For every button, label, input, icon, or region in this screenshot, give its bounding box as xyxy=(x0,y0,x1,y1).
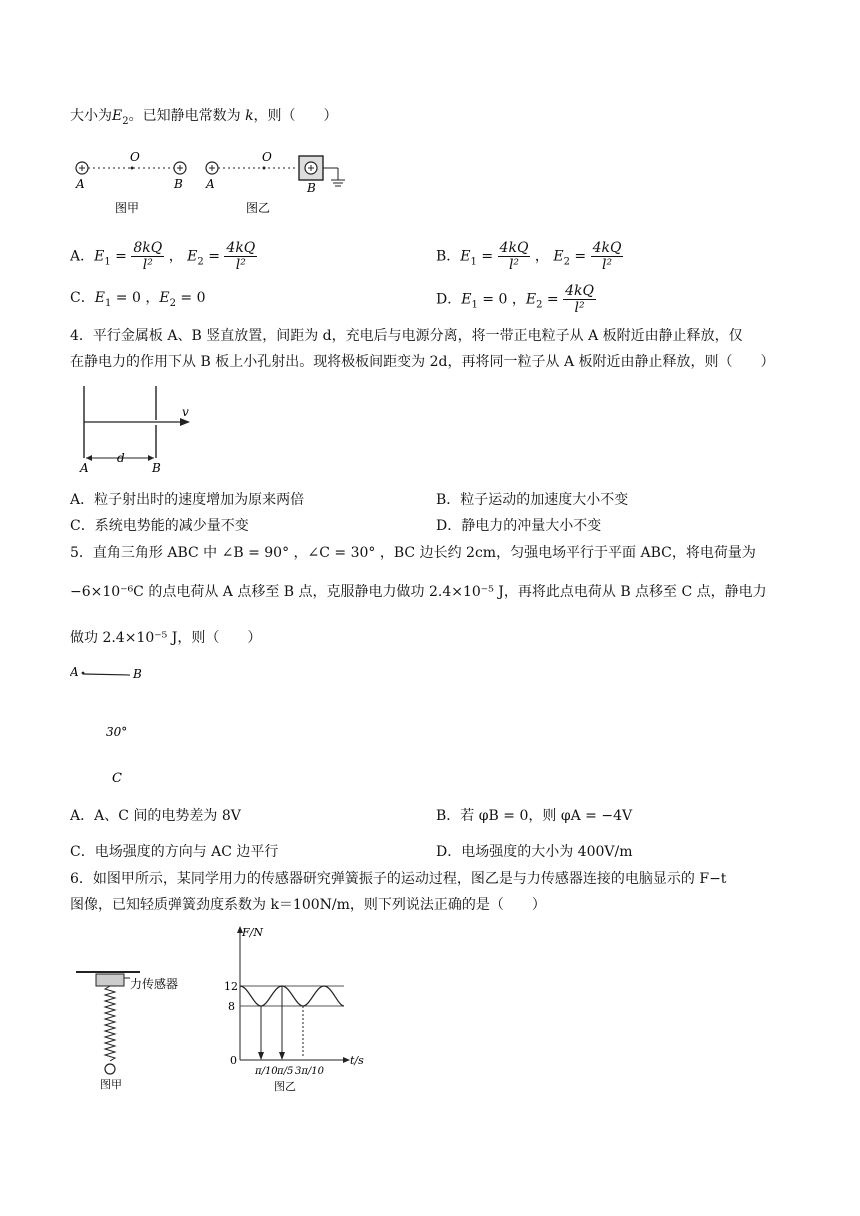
q5-line3: 做功 2.4×10⁻⁵ J，则（ ） xyxy=(70,630,262,646)
q4-option-d: D．静电力的冲量大小不变 xyxy=(436,518,602,534)
q5-option-a: A．A、C 间的电势差为 8V xyxy=(70,808,241,824)
figure-yi xyxy=(205,150,345,215)
label-a1: A xyxy=(76,177,85,191)
label-b: B xyxy=(152,461,161,475)
caption-jia: 图甲 xyxy=(115,201,140,215)
q6-figure-jia xyxy=(70,960,200,1100)
q3-option-b: B．$E_1$ = $\frac{4kQ}{\text{l²}}$ ， $E_2$ = $\frac{4kQ}{\text{l²}}$ xyxy=(436,240,622,273)
q4-line2: 在静电力的作用下从 B 板上小孔射出。现将极板间距变为 2d，再将同一粒子从 A 板附近由静止释放，则（ ） xyxy=(70,354,775,370)
caption-yi: 图乙 xyxy=(246,201,271,215)
label-a: A xyxy=(70,665,79,679)
q4-figure xyxy=(72,384,202,476)
label-a2: A xyxy=(206,177,215,191)
q5-option-d: D．电场强度的大小为 400V/m xyxy=(436,844,633,860)
q5-option-b: B．若 φB = 0，则 φA = −4V xyxy=(436,808,633,824)
x-tick-2: π/5 xyxy=(277,1066,294,1077)
q4-line1: 4．平行金属板 A、B 竖直放置，间距为 d，充电后与电源分离，将一带正电粒子从 A 板附近由静止释放，仅 xyxy=(70,328,743,344)
q5-option-c: C．电场强度的方向与 AC 边平行 xyxy=(70,844,279,860)
caption-yi: 图乙 xyxy=(274,1080,296,1093)
q3-figure xyxy=(70,148,360,218)
q6-line2: 图像，已知轻质弹簧劲度系数为 k＝100N/m，则下列说法正确的是（ ） xyxy=(70,897,546,913)
label-sensor: 力传感器 xyxy=(130,977,179,991)
label-b2: B xyxy=(307,181,316,195)
q3-intro: 大小为$E_2$。已知静电常数为 k，则（ ） xyxy=(70,108,338,127)
q3-option-d: D．$E_1 = 0$ ，$E_2$ = $\frac{4kQ}{\text{l²}}$ xyxy=(436,283,594,316)
q6-figure-yi xyxy=(216,924,366,1096)
figure-jia xyxy=(75,150,186,215)
q5-figure xyxy=(70,660,160,790)
label-o2: O xyxy=(262,150,272,164)
label-b: B xyxy=(133,667,142,681)
label-o1: O xyxy=(130,150,140,164)
x-tick-1: π/10 xyxy=(255,1066,278,1077)
q3-option-a: A．$E_1$ = $\frac{8kQ}{\text{l²}}$ ， $E_2$ = $\frac{4kQ}{\text{l²}}$ xyxy=(70,240,256,273)
q4-option-b: B．粒子运动的加速度大小不变 xyxy=(436,492,629,508)
x-axis-label: t/s xyxy=(350,1054,364,1067)
q6-line1: 6．如图甲所示，某同学用力的传感器研究弹簧振子的运动过程，图乙是与力传感器连接的电脑显示的 F−t xyxy=(70,871,727,887)
y-tick-8: 8 xyxy=(228,1000,235,1013)
q4-option-a: A．粒子射出时的速度增加为原来两倍 xyxy=(70,492,305,508)
y-axis-label: F/N xyxy=(242,926,263,939)
origin-label: 0 xyxy=(230,1054,237,1067)
label-b1: B xyxy=(174,177,183,191)
q5-line1: 5．直角三角形 ABC 中 ∠B = 90° ，∠C = 30° ，BC 边长约 2cm，匀强电场平行于平面 ABC，将电荷量为 xyxy=(70,545,756,561)
label-a: A xyxy=(80,461,89,475)
q5-line2: −6×10⁻⁶C 的点电荷从 A 点移至 B 点，克服静电力做功 2.4×10⁻⁵ J，再将此点电荷从 B 点移至 C 点，静电力 xyxy=(70,584,767,600)
label-v: v xyxy=(182,405,189,419)
label-c: C xyxy=(112,771,122,786)
label-d: d xyxy=(117,451,125,465)
x-tick-3: 3π/10 xyxy=(295,1066,325,1077)
q3-option-c: C．$E_1 = 0$ ，$E_2 = 0$ xyxy=(70,290,206,309)
q4-option-c: C．系统电势能的减少量不变 xyxy=(70,518,249,534)
y-tick-12: 12 xyxy=(224,980,238,993)
label-angle: 30° xyxy=(106,725,128,739)
caption-jia: 图甲 xyxy=(100,1078,122,1091)
